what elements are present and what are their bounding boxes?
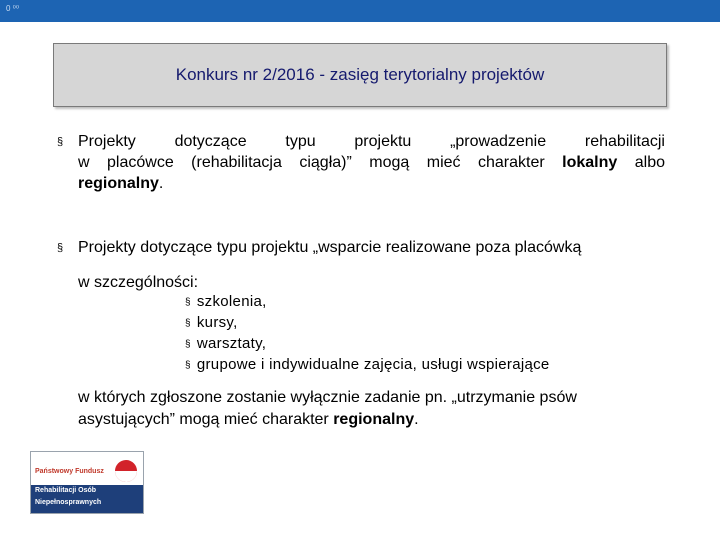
- word: mieć: [426, 154, 461, 171]
- sub-bullet-icon: §: [185, 318, 191, 329]
- sub-bullet-icon: §: [185, 297, 191, 308]
- sublist-item: [185, 354, 550, 377]
- header-mark: 0 ⁰⁰: [6, 4, 20, 13]
- word: mogą: [369, 154, 410, 171]
- paragraph-1: [78, 131, 665, 194]
- word: (rehabilitacja: [191, 154, 282, 171]
- punctuation: .: [414, 411, 419, 428]
- logo-line-1: Rehabilitacji Osób: [35, 487, 97, 494]
- sublist-item-text: warsztaty,: [196, 335, 267, 352]
- slide-title: Konkurs nr 2/2016 - zasięg terytorialny projektów: [175, 65, 545, 84]
- top-bar: [0, 0, 720, 22]
- sub-bullet-icon: §: [185, 339, 191, 350]
- word: albo: [634, 154, 665, 171]
- sub-bullet-icon: §: [185, 360, 191, 371]
- paragraph-2-line-1: Projekty dotyczące typu projektu „wsparcie realizowane poza placówką: [78, 239, 582, 256]
- highlight-lokalny: lokalny: [562, 154, 618, 171]
- sublist-item-text: szkolenia,: [196, 293, 267, 310]
- sublist-item: [185, 291, 267, 314]
- paragraph-3-line-1: w których zgłoszone zostanie wyłącznie zadanie pn. „utrzymanie psów: [78, 389, 577, 406]
- logo-emblem-icon: [115, 460, 137, 482]
- paragraph-1-line-1: [78, 131, 665, 152]
- sublist-item: [185, 312, 238, 335]
- word: typu: [285, 133, 316, 150]
- word: rehabilitacji: [584, 133, 665, 150]
- paragraph-1-line-3: [78, 173, 665, 194]
- word: dotyczące: [174, 133, 247, 150]
- word: „prowadzenie: [450, 133, 547, 150]
- sublist-item: [185, 333, 266, 356]
- word: w: [78, 154, 90, 171]
- paragraph-3-text: asystujących” mogą mieć charakter: [78, 411, 334, 428]
- punctuation: .: [158, 175, 164, 192]
- paragraph-3-line-2: [78, 409, 419, 430]
- bullet-1-icon: §: [57, 136, 64, 148]
- logo-line-2: Niepełnosprawnych: [35, 499, 102, 506]
- title-box: [53, 43, 667, 107]
- paragraph-2-line-2: w szczególności:: [78, 274, 199, 291]
- sublist-item-text: kursy,: [196, 314, 238, 331]
- paragraph-1-line-2: [78, 152, 665, 173]
- highlight-regionalny: regionalny: [78, 175, 159, 192]
- word: placówce: [107, 154, 174, 171]
- pfron-logo: [30, 451, 144, 514]
- word: ciągła)”: [299, 154, 352, 171]
- logo-top-text: Państwowy Fundusz: [35, 468, 104, 475]
- highlight-regionalny: regionalny: [333, 411, 415, 428]
- word: Projekty: [78, 133, 136, 150]
- sublist-item-text: grupowe i indywidualne zajęcia, usługi wspierające: [196, 356, 550, 373]
- bullet-2-icon: §: [57, 242, 64, 254]
- word: projektu: [354, 133, 412, 150]
- word: charakter: [477, 154, 545, 171]
